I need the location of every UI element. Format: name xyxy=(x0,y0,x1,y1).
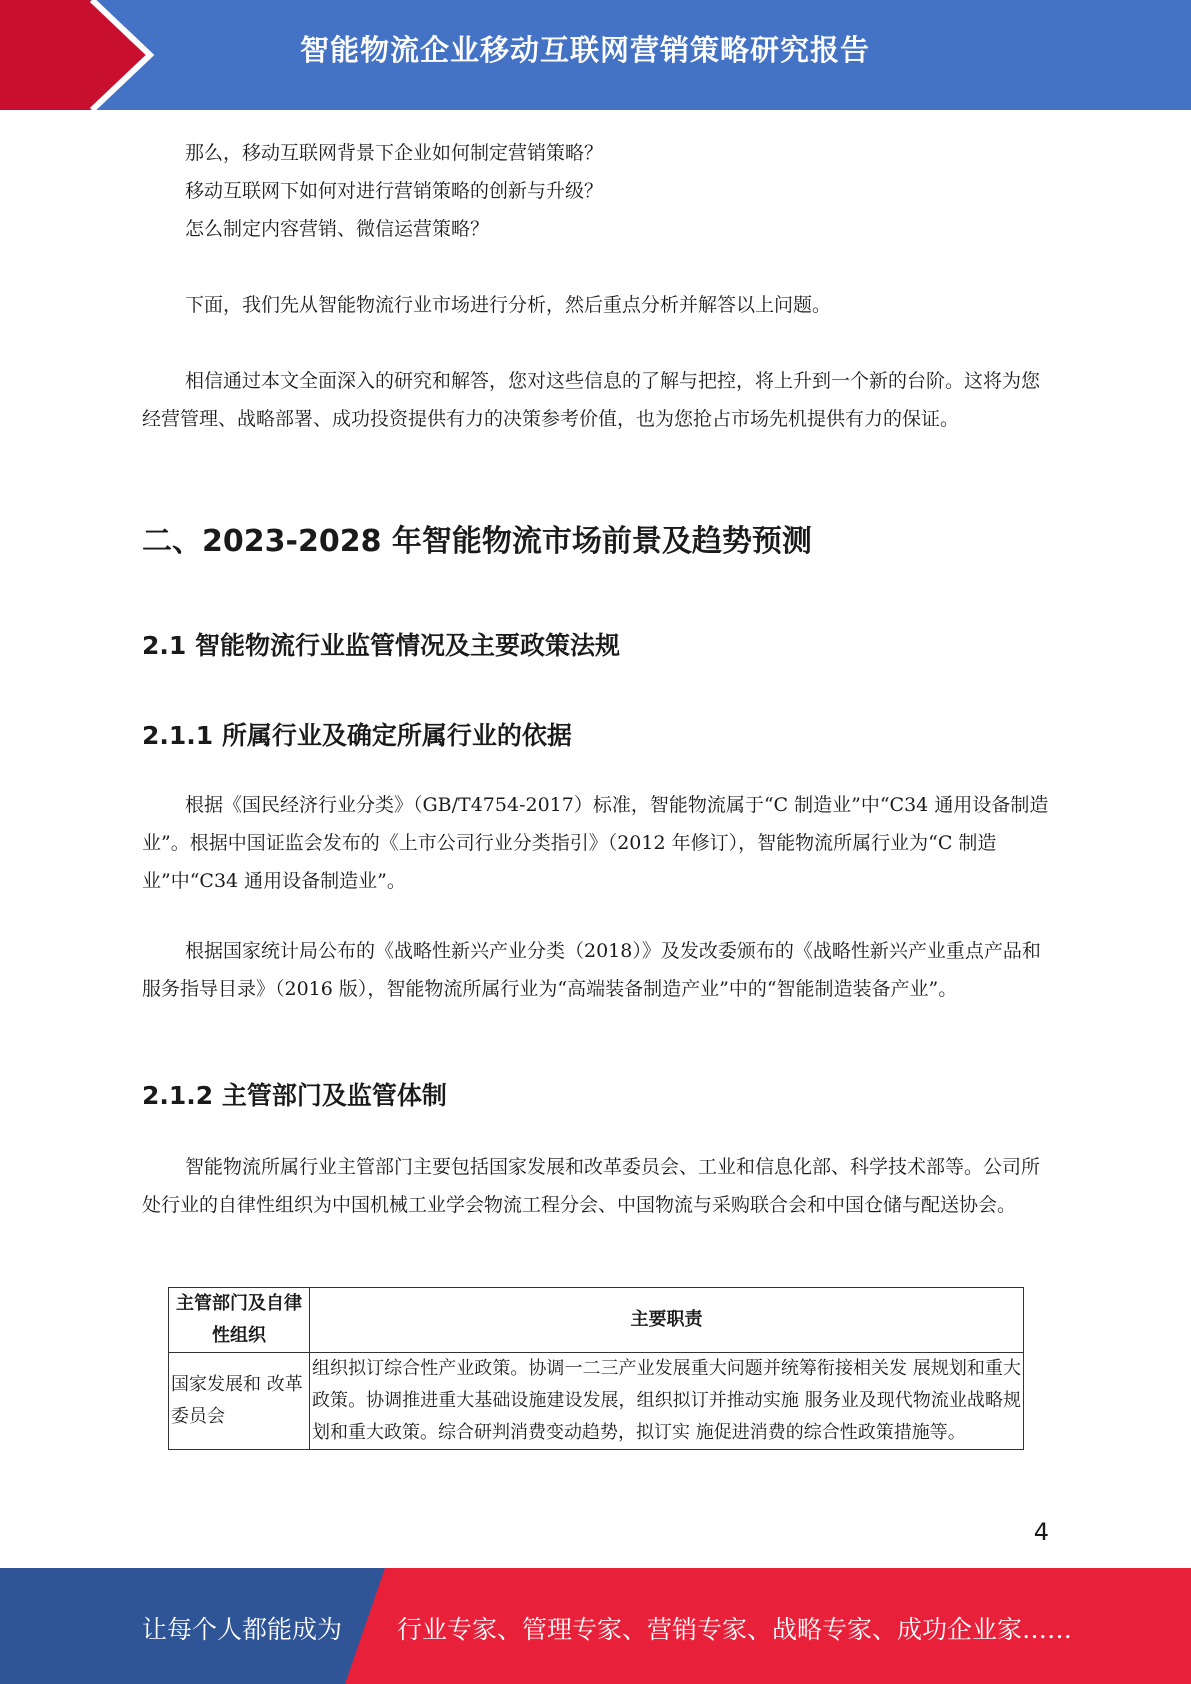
intro-belief-paragraph: 相信通过本文全面深入的研究和解答，您对这些信息的了解与把控，将上升到一个新的台阶。这将为您经营管理、战略部署、成功投资提供有力的决策参考价值，也为您抢占市场先机提供有力的保证。 xyxy=(142,370,1041,430)
intro-next-paragraph: 下面，我们先从智能物流行业市场进行分析，然后重点分析并解答以上问题。 xyxy=(185,294,832,316)
regulator-duties-table xyxy=(168,1287,1024,1450)
section-2-1-2-heading: 2.1.2 主管部门及监管体制 xyxy=(142,1081,447,1110)
question-1: 那么，移动互联网背景下企业如何制定营销策略？ xyxy=(185,142,604,164)
footer-slogan-left: 让每个人都能成为 xyxy=(142,1615,343,1644)
table-header-row xyxy=(169,1288,1024,1353)
section-2-1-heading: 2.1 智能物流行业监管情况及主要政策法规 xyxy=(142,631,620,660)
table-header-duty: 主要职责 xyxy=(310,1288,1024,1353)
industry-basis-paragraph-2: 根据国家统计局公布的《战略性新兴产业分类（2018）》及发改委颁布的《战略性新兴产业重点产品和服务指导目录》（2016 版），智能物流所属行业为“高端装备制造产业”中的“智能制造装备产业”。 xyxy=(142,940,1041,1000)
table-header-org: 主管部门及自律性组织 xyxy=(169,1288,310,1353)
table-cell-org: 国家发展和 改革委员会 xyxy=(169,1353,310,1450)
question-2: 移动互联网下如何对进行营销策略的创新与升级？ xyxy=(185,180,604,202)
page-footer xyxy=(0,1568,1191,1684)
regulators-paragraph: 智能物流所属行业主管部门主要包括国家发展和改革委员会、工业和信息化部、科学技术部等。公司所处行业的自律性组织为中国机械工业学会物流工程分会、中国物流与采购联合会和中国仓储与配送协会。 xyxy=(142,1156,1041,1216)
section-2-1-1-heading: 2.1.1 所属行业及确定所属行业的依据 xyxy=(142,721,572,750)
footer-slogan-right: 行业专家、管理专家、营销专家、战略专家、成功企业家…… xyxy=(397,1615,1073,1644)
question-3: 怎么制定内容营销、微信运营策略？ xyxy=(185,218,490,240)
report-title: 智能物流企业移动互联网营销策略研究报告 xyxy=(300,33,871,67)
section-2-heading: 二、2023-2028 年智能物流市场前景及趋势预测 xyxy=(142,524,812,559)
table-cell-duty: 组织拟订综合性产业政策。协调一二三产业发展重大问题并统筹衔接相关发 展规划和重大政策。协调推进重大基础设施建设发展，组织拟订并推动实施 服务业及现代物流业战略规划和重大政策。综合研判消费变动趋势，拟订实 施促进消费的综合性政策措施等。 xyxy=(310,1353,1024,1450)
page-number: 4 xyxy=(1033,1518,1049,1546)
table-page-break-mask xyxy=(0,1477,1191,1497)
industry-basis-paragraph-1: 根据《国民经济行业分类》（GB/T4754-2017）标准，智能物流属于“C 制造业”中“C34 通用设备制造业”。根据中国证监会发布的《上市公司行业分类指引》（2012 年修订），智能物流所属行业为“C 制造业”中“C34 通用设备制造业”。 xyxy=(142,794,1049,892)
page-header xyxy=(0,0,1191,110)
table-row xyxy=(169,1353,1024,1450)
red-chevron-icon xyxy=(0,0,160,110)
